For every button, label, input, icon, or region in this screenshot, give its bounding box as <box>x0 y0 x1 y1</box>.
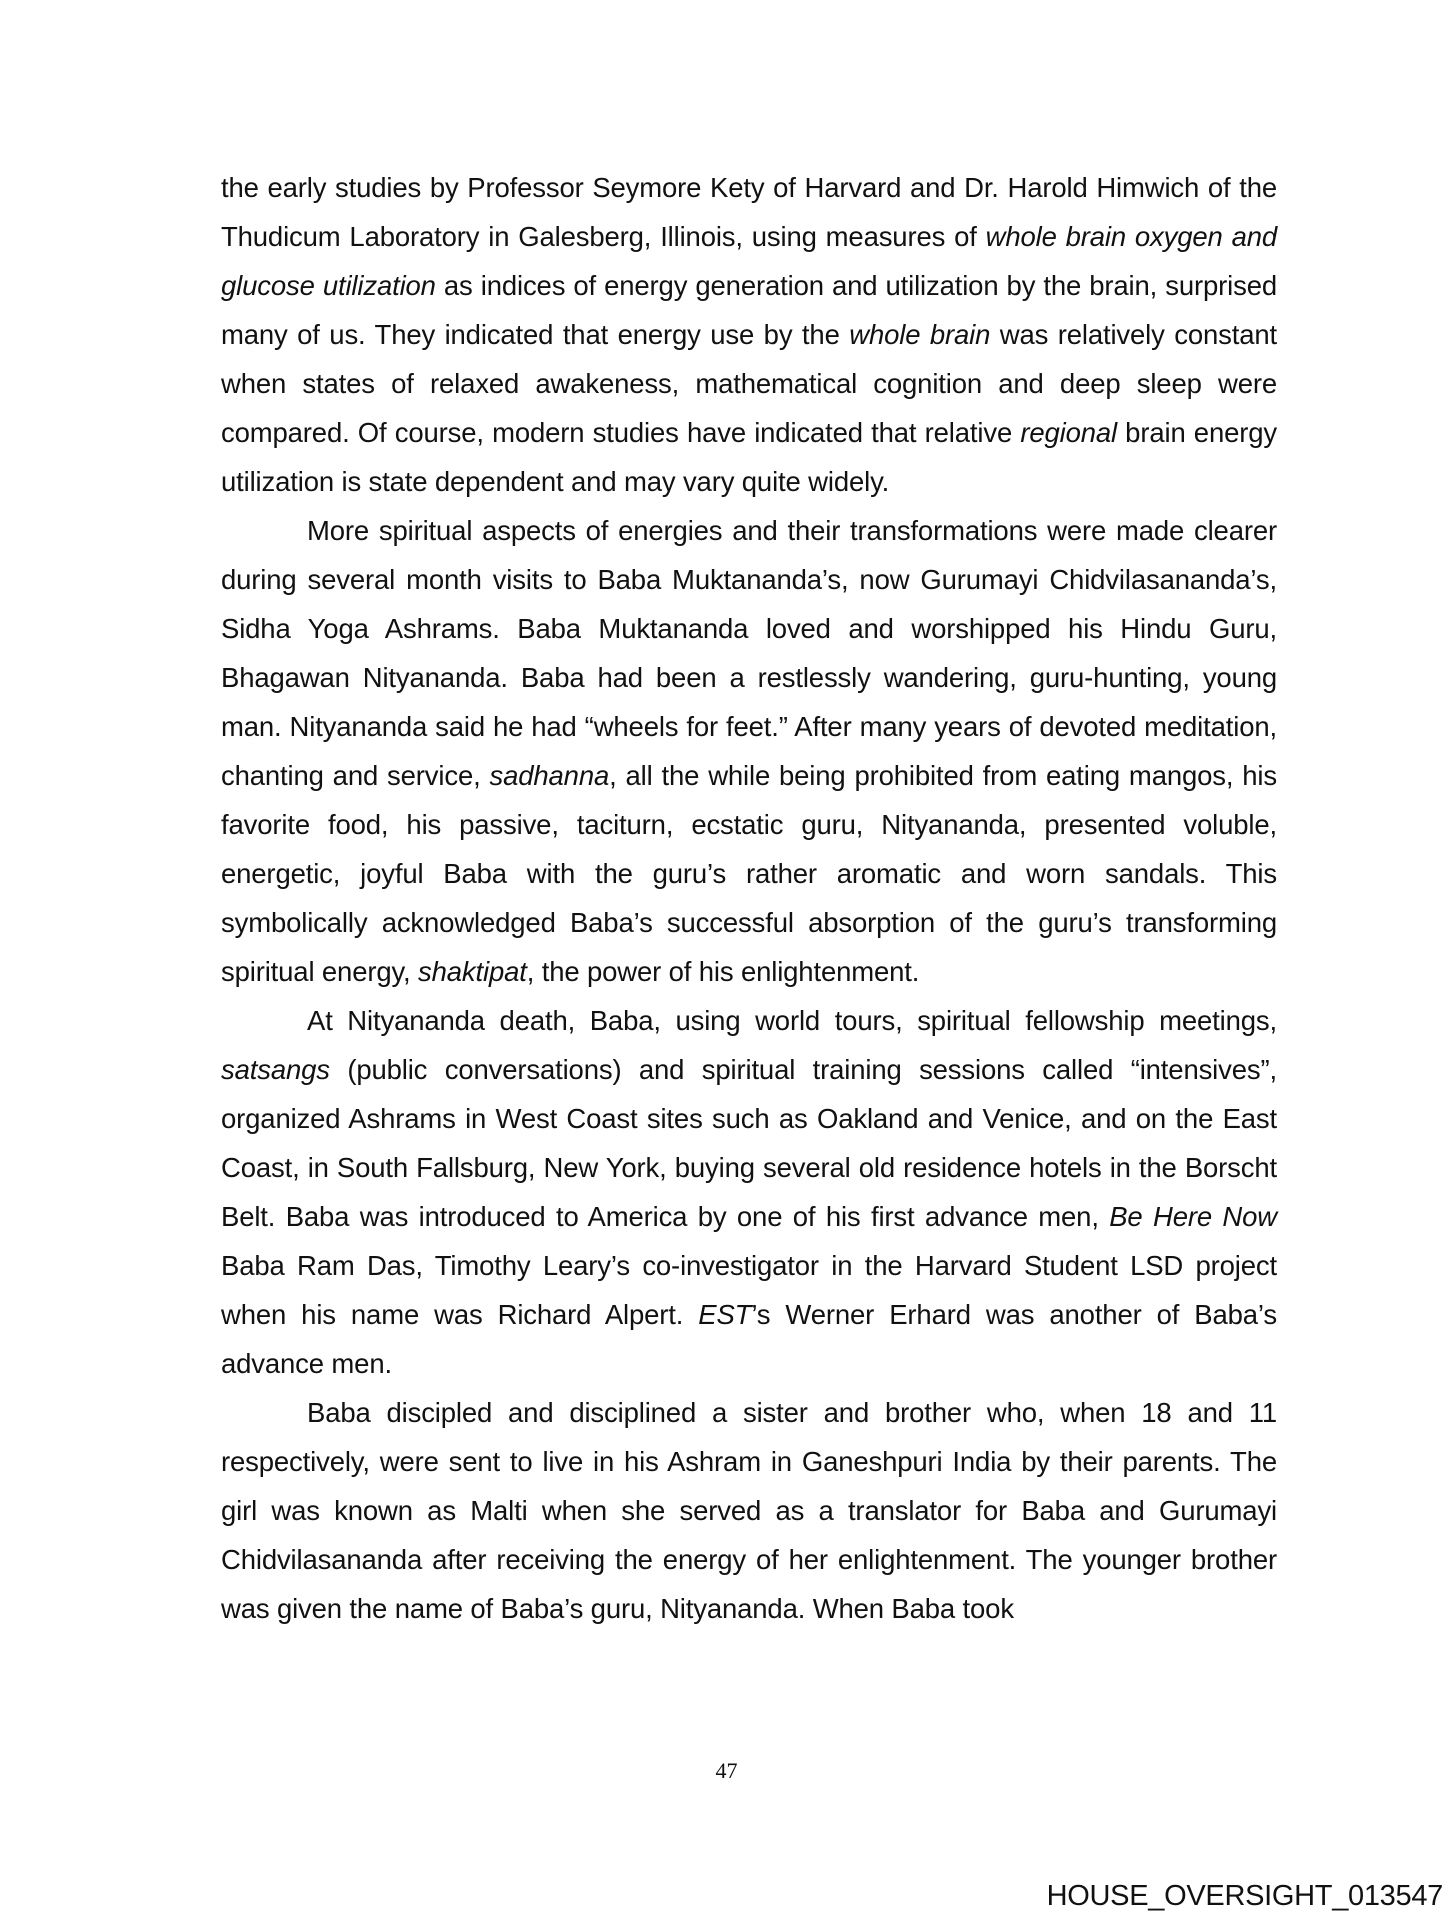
italic-text-segment: satsangs <box>221 1054 330 1085</box>
paragraph-2 <box>221 506 1277 996</box>
paragraph-1 <box>221 163 1277 506</box>
italic-text-segment: regional <box>1020 417 1117 448</box>
bates-number: HOUSE_OVERSIGHT_013547 <box>1046 1880 1443 1912</box>
italic-text-segment: whole brain oxygen and glucose utilization <box>221 221 1278 301</box>
italic-text-segment: Be Here Now <box>1109 1201 1277 1232</box>
italic-text-segment: shaktipat <box>418 956 527 987</box>
text-segment: was relatively constant when states of relaxed awakeness, mathematical cognition and deep sleep were compared. Of course, modern studies have indicated that relative <box>221 319 1277 448</box>
italic-text-segment: whole brain <box>849 319 991 350</box>
italic-text-segment: EST <box>698 1299 752 1330</box>
text-segment: More spiritual aspects of energies and their transformations were made clearer during several month visits to Baba Muktananda’s, now Gurumayi Chidvilasananda’s, Sidha Yoga Ashrams. Baba Muktananda loved and worshipped his Hindu Guru, Bhagawan Nityananda. Baba had been a restlessly wandering, guru-hunting, young man. Nityananda said he had “wheels for feet.” After many years of devoted meditation, chanting and service, <box>221 515 1277 791</box>
text-segment: brain energy utilization is state dependent and may vary quite widely. <box>221 417 1277 497</box>
italic-text-segment: sadhanna <box>489 760 610 791</box>
text-segment: ’s Werner Erhard was another of Baba’s advance men. <box>221 1299 1277 1379</box>
paragraph-3 <box>221 996 1277 1388</box>
text-segment: Baba discipled and disciplined a sister and brother who, when 18 and 11 respectively, were sent to live in his Ashram in Ganeshpuri India by their parents. The girl was known as Malti when she served as a translator for Baba and Gurumayi Chidvilasananda after receiving the energy of her enlightenment. The younger brother was given the name of Baba’s guru, Nityananda. When Baba took <box>221 1397 1277 1624</box>
body-text <box>221 163 1277 1633</box>
text-segment: At Nityananda death, Baba, using world tours, spiritual fellowship meetings, <box>307 1005 1277 1036</box>
text-segment: , all the while being prohibited from eating mangos, his favorite food, his passive, taciturn, ecstatic guru, Nityananda, presented voluble, energetic, joyful Baba with the guru’s rather aromatic and worn sandals. This symbolically acknowledged Baba’s successful absorption of the guru’s transforming spiritual energy, <box>221 760 1277 987</box>
text-segment: the early studies by Professor Seymore Kety of Harvard and Dr. Harold Himwich of the Thudicum Laboratory in Galesberg, Illinois, using measures of <box>221 172 1277 252</box>
paragraph-4 <box>221 1388 1277 1633</box>
text-segment: , the power of his enlightenment. <box>526 956 920 987</box>
text-segment: as indices of energy generation and utilization by the brain, surprised many of us. They indicated that energy use by the <box>221 270 1277 350</box>
text-segment: (public conversations) and spiritual training sessions called “intensives”, organized Ashrams in West Coast sites such as Oakland and Venice, and on the East Coast, in South Fallsburg, New York, buying several old residence hotels in the Borscht Belt. Baba was introduced to America by one of his first advance men, <box>221 1054 1277 1232</box>
page-number: 47 <box>715 1758 738 1783</box>
text-segment: Baba Ram Das, Timothy Leary’s co-investigator in the Harvard Student LSD project when his name was Richard Alpert. <box>221 1250 1277 1330</box>
